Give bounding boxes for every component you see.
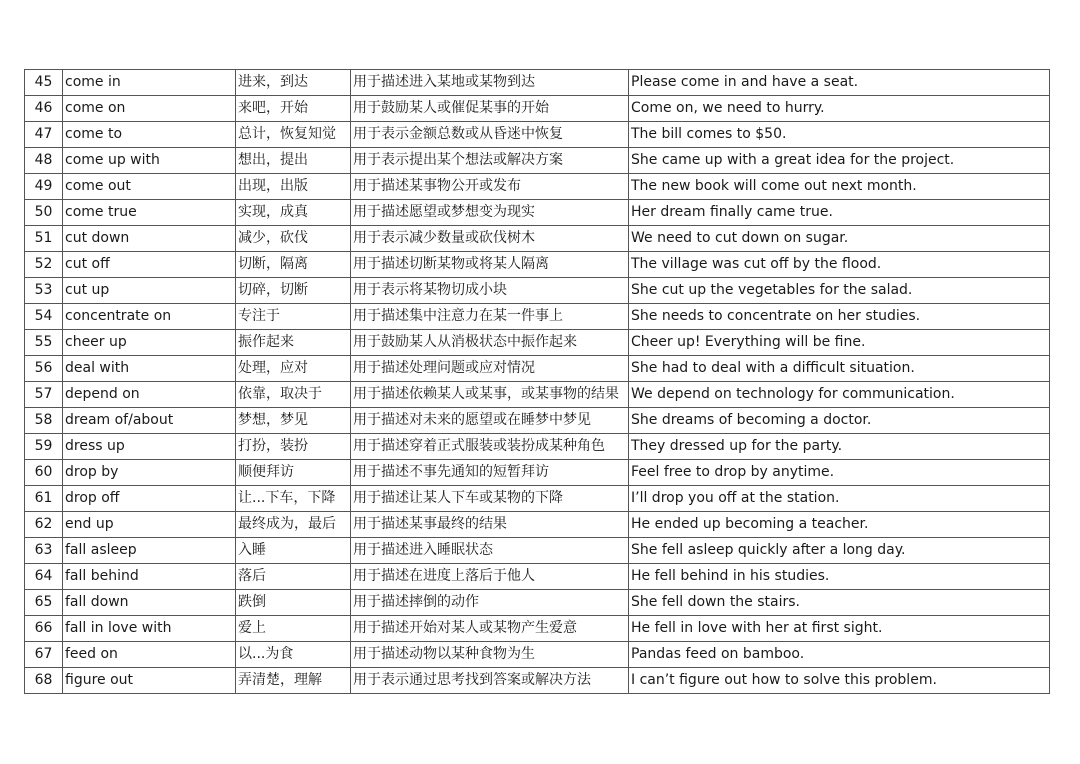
row-number: 64: [25, 564, 63, 590]
table-row: [25, 616, 1050, 642]
table-row: [25, 278, 1050, 304]
phrase-cell: dream of/about: [63, 408, 236, 434]
usage-cell: 用于表示减少数量或砍伐树木: [351, 226, 629, 252]
row-number: 57: [25, 382, 63, 408]
phrase-cell: cut up: [63, 278, 236, 304]
example-cell: She dreams of becoming a doctor.: [629, 408, 1050, 434]
row-number: 53: [25, 278, 63, 304]
meaning-cell: 实现，成真: [236, 200, 351, 226]
meaning-cell: 爱上: [236, 616, 351, 642]
usage-cell: 用于描述对未来的愿望或在睡梦中梦见: [351, 408, 629, 434]
usage-cell: 用于描述处理问题或应对情况: [351, 356, 629, 382]
meaning-cell: 来吧，开始: [236, 96, 351, 122]
example-cell: He fell behind in his studies.: [629, 564, 1050, 590]
table-row: [25, 122, 1050, 148]
example-cell: She came up with a great idea for the project.: [629, 148, 1050, 174]
table-row: [25, 96, 1050, 122]
table-row: [25, 174, 1050, 200]
example-cell: The bill comes to $50.: [629, 122, 1050, 148]
row-number: 67: [25, 642, 63, 668]
table-row: [25, 200, 1050, 226]
table-row: [25, 668, 1050, 694]
example-cell: We depend on technology for communication.: [629, 382, 1050, 408]
row-number: 58: [25, 408, 63, 434]
phrase-cell: fall in love with: [63, 616, 236, 642]
table-row: [25, 226, 1050, 252]
phrase-cell: fall down: [63, 590, 236, 616]
usage-cell: 用于表示通过思考找到答案或解决方法: [351, 668, 629, 694]
table-row: [25, 460, 1050, 486]
phrase-cell: figure out: [63, 668, 236, 694]
table-row: [25, 486, 1050, 512]
row-number: 51: [25, 226, 63, 252]
meaning-cell: 切断，隔离: [236, 252, 351, 278]
usage-cell: 用于鼓励某人或催促某事的开始: [351, 96, 629, 122]
example-cell: She had to deal with a difficult situation.: [629, 356, 1050, 382]
meaning-cell: 最终成为，最后: [236, 512, 351, 538]
table-row: [25, 330, 1050, 356]
phrase-cell: come to: [63, 122, 236, 148]
example-cell: Cheer up! Everything will be fine.: [629, 330, 1050, 356]
phrase-cell: come out: [63, 174, 236, 200]
row-number: 48: [25, 148, 63, 174]
row-number: 54: [25, 304, 63, 330]
usage-cell: 用于描述进入某地或某物到达: [351, 70, 629, 96]
phrase-cell: drop by: [63, 460, 236, 486]
phrase-cell: come on: [63, 96, 236, 122]
usage-cell: 用于描述集中注意力在某一件事上: [351, 304, 629, 330]
phrase-cell: end up: [63, 512, 236, 538]
usage-cell: 用于描述不事先通知的短暂拜访: [351, 460, 629, 486]
usage-cell: 用于描述穿着正式服装或装扮成某种角色: [351, 434, 629, 460]
usage-cell: 用于鼓励某人从消极状态中振作起来: [351, 330, 629, 356]
example-cell: Please come in and have a seat.: [629, 70, 1050, 96]
phrase-cell: concentrate on: [63, 304, 236, 330]
meaning-cell: 处理，应对: [236, 356, 351, 382]
meaning-cell: 切碎，切断: [236, 278, 351, 304]
example-cell: Feel free to drop by anytime.: [629, 460, 1050, 486]
table-row: [25, 356, 1050, 382]
phrase-cell: deal with: [63, 356, 236, 382]
meaning-cell: 以...为食: [236, 642, 351, 668]
meaning-cell: 打扮，装扮: [236, 434, 351, 460]
example-cell: I’ll drop you off at the station.: [629, 486, 1050, 512]
table-row: [25, 642, 1050, 668]
row-number: 47: [25, 122, 63, 148]
example-cell: She needs to concentrate on her studies.: [629, 304, 1050, 330]
row-number: 66: [25, 616, 63, 642]
meaning-cell: 梦想，梦见: [236, 408, 351, 434]
phrase-cell: drop off: [63, 486, 236, 512]
example-cell: She cut up the vegetables for the salad.: [629, 278, 1050, 304]
row-number: 49: [25, 174, 63, 200]
table-row: [25, 512, 1050, 538]
table-row: [25, 148, 1050, 174]
phrase-cell: fall asleep: [63, 538, 236, 564]
usage-cell: 用于描述某事物公开或发布: [351, 174, 629, 200]
phrase-cell: come true: [63, 200, 236, 226]
row-number: 50: [25, 200, 63, 226]
phrase-cell: come in: [63, 70, 236, 96]
usage-cell: 用于描述动物以某种食物为生: [351, 642, 629, 668]
row-number: 52: [25, 252, 63, 278]
meaning-cell: 顺便拜访: [236, 460, 351, 486]
usage-cell: 用于表示金额总数或从昏迷中恢复: [351, 122, 629, 148]
usage-cell: 用于描述让某人下车或某物的下降: [351, 486, 629, 512]
usage-cell: 用于描述切断某物或将某人隔离: [351, 252, 629, 278]
example-cell: The new book will come out next month.: [629, 174, 1050, 200]
usage-cell: 用于表示提出某个想法或解决方案: [351, 148, 629, 174]
meaning-cell: 振作起来: [236, 330, 351, 356]
phrase-cell: cut down: [63, 226, 236, 252]
row-number: 62: [25, 512, 63, 538]
phrasal-verb-table: [24, 69, 1050, 694]
row-number: 60: [25, 460, 63, 486]
table-row: [25, 70, 1050, 96]
example-cell: Pandas feed on bamboo.: [629, 642, 1050, 668]
example-cell: Come on, we need to hurry.: [629, 96, 1050, 122]
usage-cell: 用于描述某事最终的结果: [351, 512, 629, 538]
row-number: 45: [25, 70, 63, 96]
example-cell: We need to cut down on sugar.: [629, 226, 1050, 252]
meaning-cell: 想出，提出: [236, 148, 351, 174]
usage-cell: 用于描述愿望或梦想变为现实: [351, 200, 629, 226]
example-cell: Her dream finally came true.: [629, 200, 1050, 226]
example-cell: She fell down the stairs.: [629, 590, 1050, 616]
table-row: [25, 408, 1050, 434]
usage-cell: 用于描述开始对某人或某物产生爱意: [351, 616, 629, 642]
example-cell: They dressed up for the party.: [629, 434, 1050, 460]
meaning-cell: 专注于: [236, 304, 351, 330]
usage-cell: 用于表示将某物切成小块: [351, 278, 629, 304]
meaning-cell: 进来，到达: [236, 70, 351, 96]
row-number: 63: [25, 538, 63, 564]
phrase-cell: come up with: [63, 148, 236, 174]
row-number: 46: [25, 96, 63, 122]
phrase-cell: fall behind: [63, 564, 236, 590]
row-number: 68: [25, 668, 63, 694]
usage-cell: 用于描述进入睡眠状态: [351, 538, 629, 564]
row-number: 65: [25, 590, 63, 616]
meaning-cell: 让...下车，下降: [236, 486, 351, 512]
meaning-cell: 入睡: [236, 538, 351, 564]
meaning-cell: 依靠，取决于: [236, 382, 351, 408]
table-row: [25, 434, 1050, 460]
table-body: [25, 70, 1050, 694]
phrase-cell: feed on: [63, 642, 236, 668]
table-row: [25, 538, 1050, 564]
row-number: 55: [25, 330, 63, 356]
row-number: 59: [25, 434, 63, 460]
usage-cell: 用于描述在进度上落后于他人: [351, 564, 629, 590]
meaning-cell: 总计，恢复知觉: [236, 122, 351, 148]
phrase-cell: cheer up: [63, 330, 236, 356]
usage-cell: 用于描述摔倒的动作: [351, 590, 629, 616]
phrase-cell: dress up: [63, 434, 236, 460]
phrase-cell: cut off: [63, 252, 236, 278]
phrase-cell: depend on: [63, 382, 236, 408]
meaning-cell: 减少，砍伐: [236, 226, 351, 252]
meaning-cell: 落后: [236, 564, 351, 590]
meaning-cell: 跌倒: [236, 590, 351, 616]
table-row: [25, 382, 1050, 408]
usage-cell: 用于描述依赖某人或某事，或某事物的结果: [351, 382, 629, 408]
example-cell: He fell in love with her at first sight.: [629, 616, 1050, 642]
meaning-cell: 出现，出版: [236, 174, 351, 200]
table-row: [25, 304, 1050, 330]
meaning-cell: 弄清楚，理解: [236, 668, 351, 694]
row-number: 56: [25, 356, 63, 382]
example-cell: He ended up becoming a teacher.: [629, 512, 1050, 538]
table-row: [25, 590, 1050, 616]
row-number: 61: [25, 486, 63, 512]
example-cell: The village was cut off by the flood.: [629, 252, 1050, 278]
table-row: [25, 252, 1050, 278]
table-row: [25, 564, 1050, 590]
example-cell: I can’t figure out how to solve this problem.: [629, 668, 1050, 694]
example-cell: She fell asleep quickly after a long day.: [629, 538, 1050, 564]
